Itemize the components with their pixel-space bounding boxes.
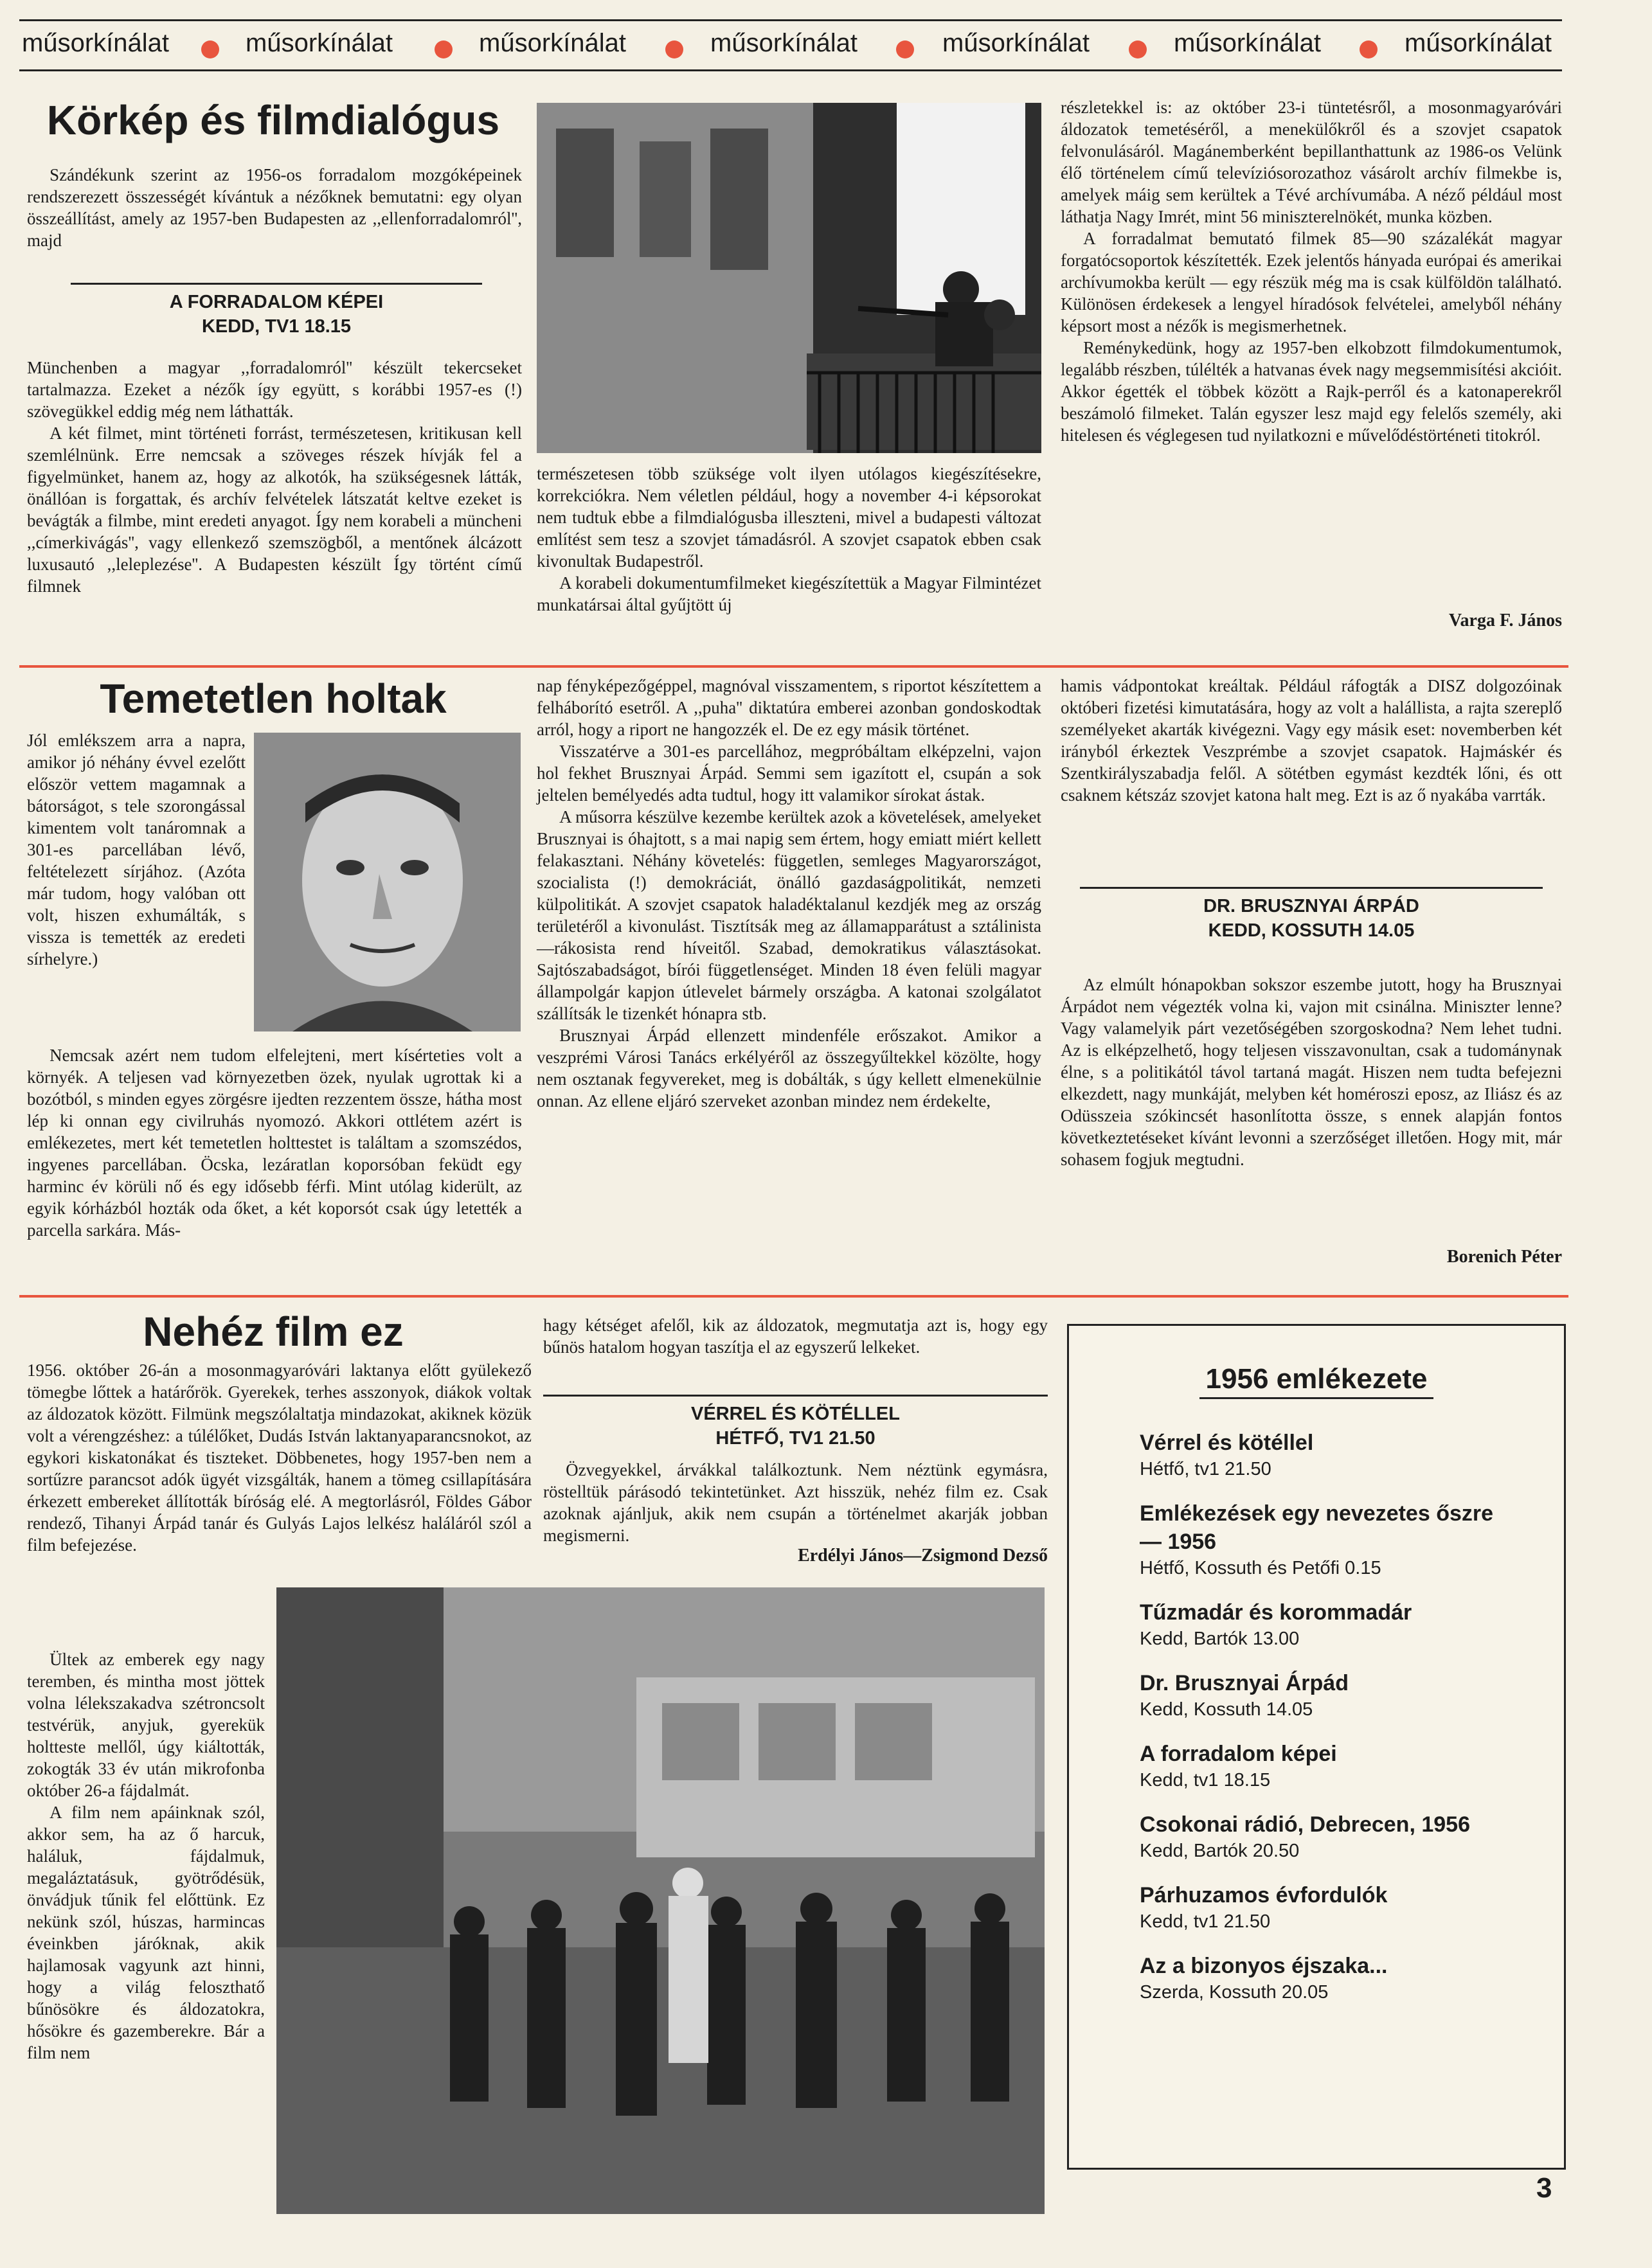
bullet-dot-icon — [896, 40, 914, 58]
article-column — [1061, 675, 1562, 806]
article-title: Temetetlen holtak — [100, 675, 447, 722]
article-column — [543, 1314, 1048, 1358]
box-title: 1956 emlékezete — [1199, 1363, 1434, 1399]
program-slot: Szerda, Kossuth 20.05 — [1140, 1982, 1329, 2003]
program-item — [1140, 1669, 1538, 1722]
program-item — [1140, 1810, 1538, 1863]
program-slot: Kedd, Bartók 20.50 — [1140, 1841, 1300, 1861]
program-title: Az a bizonyos éjszaka... — [1140, 1954, 1388, 1978]
program-slot: Kedd, Bartók 13.00 — [1140, 1629, 1300, 1649]
program-list-box — [1067, 1324, 1566, 2170]
program-title: Tűzmadár és korommadár — [1140, 1600, 1412, 1625]
article-column — [537, 675, 1041, 1112]
paragraph: A korabeli dokumentumfilmeket kiegészítettük a Magyar Filmintézet munkatársai által gyűjtött új — [537, 573, 1041, 614]
article-column — [543, 1459, 1048, 1546]
article-title: Nehéz film ez — [143, 1308, 404, 1355]
program-title: Csokonai rádió, Debrecen, 1956 — [1140, 1812, 1470, 1837]
portrait-photo — [254, 733, 521, 1031]
paragraph: A film nem apáinknak szól, akkor sem, ha az ő harcuk, haláluk, fájdalmuk, megaláztatásuk, gyötrődésük, önvádjuk tűnik fel előttünk. Ez nekünk szól, húszas, harmincas éveinkben járóknak, akik hajlamosak vagyunk azt hinni, hogy a világ feloszthatő bűnösökre és áldozatokra, hősökre és gazemberekre. Bár a film nem — [27, 1803, 265, 2062]
header-label: műsorkínálat — [246, 29, 393, 57]
header-label: műsorkínálat — [942, 29, 1090, 57]
article-column — [537, 463, 1041, 616]
program-list — [1140, 1429, 1538, 2022]
paragraph: Reménykedünk, hogy az 1957-ben elkobzott filmdokumentumok, legalább részben, túlélték a hatvanas évek nagy megsemmisítési akcióit. Akkor égették el többek között a Rajk-perről és a katonaperekről beszámoló filmeket. Talán egyszer lesz majd egy felelős személy, aki hitelesen és véglegesen tud nyilatkozni e művelődéstörténeti titokról. — [1061, 338, 1562, 445]
paragraph: 1956. október 26-án a mosonmagyaróvári laktanya előtt gyülekező tömegbe lőttek a határőrök. Gyerekek, terhes asszonyok, diákok voltak az áldozatok között. Filmünk megszólaltatja mindazokat, akiknek közük volt a vérengzéshez: a túlélőket, Dudás István laktanyaparancsnokot, az egykori kiskatonákat és tiszteket. Döbbenetes, hogy 1957-ben nem a sortűzre parancsot adók ügyét vizsgálták, hanem a tömeg csillapítására érkezett embereket állították bíróság elé. A megtorlásról, Földes Gábor rendező, Tihanyi Árpád tanár és Gulyás Lajos lelkész haláláról szól a film befejezése. — [27, 1361, 532, 1555]
header-label: műsorkínálat — [1174, 29, 1321, 57]
program-box — [543, 1395, 1048, 1451]
bullet-dot-icon — [1129, 40, 1147, 58]
program-box — [1080, 887, 1543, 943]
program-title: A forradalom képei — [1140, 1742, 1337, 1766]
paragraph: Az elmúlt hónapokban sokszor eszembe jutott, hogy ha Brusznyai Árpádot nem végezték volna ki, vajon mit csinálna. Miniszter lenne? Vagy valamelyik párt vezetőségében szorgoskodna? Nem lehet tudni. Az is elképzelhető, hogy teljesen visszavonultan, csak a tudománynak élne, s a politikától távol tartaná magát. Hiszen nem tudta befejezni elkezdett, nagy munkáját, melyben két homéroszi eposz, az Iliász és az Odüsszeia szókincsét hasonlította össze, s ennek alapján fontos következtetéseket kívánt levonni a szerzőséget illetően. Hogy mit, már sohasem fogjuk megtudni. — [1061, 975, 1562, 1169]
paragraph: Szándékunk szerint az 1956-os forradalom mozgóképeinek rendszerezett összességét kívántuk a nézőknek bemutatni: egy olyan összeállítást, amely az 1957-ben Budapesten az ,,ellenforradalomról'', majd — [27, 165, 522, 250]
program-item — [1140, 1598, 1538, 1651]
program-slot: KEDD, TV1 18.15 — [201, 316, 352, 337]
program-slot: Hétfő, tv1 21.50 — [1140, 1459, 1271, 1479]
paragraph: Nemcsak azért nem tudom elfelejteni, mert kísérteties volt a környék. A teljesen vad környezetben özek, nyulak ugrottak ki a bozótból, s minden egyes zörgésre ijedten rezzentem össze, hátha most lép ki onnan egy civilruhás nyomozó. Akkori ottlétem azért is emlékezetes, mert két temetetlen holttestet is találtam a szomszédos, ingyenes parcellában. Öcska, lezáratlan koporsóban feküdt egy harminc év körüli nő és egy idősebb férfi. Mint utólag kiderült, az egyik kórházból hozták oda őket, a két koporsót csak úgy letették a parcella sarkára. Más- — [27, 1046, 522, 1240]
program-title: Párhuzamos évfordulók — [1140, 1883, 1388, 1907]
paragraph: Brusznyai Árpád ellenzett mindenféle erőszakot. Amikor a veszprémi Városi Tanács erkélyéről az összegyűltekkel közölte, hogy nem osztanak fegyvereket, meg is dobálták, s úgy kellett elmenekülnie onnan. Az ellene eljáró szerveket azonban mindez nem érdekelte, — [537, 1026, 1041, 1111]
program-item — [1140, 1881, 1538, 1934]
byline: Varga F. János — [1448, 611, 1562, 630]
program-item — [1140, 1740, 1538, 1792]
header-label: műsorkínálat — [479, 29, 626, 57]
header-bar — [19, 19, 1562, 71]
bullet-dot-icon — [665, 40, 683, 58]
article-column — [27, 729, 246, 970]
program-title: VÉRREL ÉS KÖTÉLLEL — [691, 1404, 900, 1424]
article-title: Körkép és filmdialógus — [46, 97, 500, 143]
program-item — [1140, 1429, 1538, 1481]
program-slot: HÉTFŐ, TV1 21.50 — [715, 1428, 875, 1449]
article-intro — [27, 164, 522, 251]
bullet-dot-icon — [435, 40, 453, 58]
bullet-dot-icon — [201, 40, 219, 58]
program-slot: KEDD, KOSSUTH 14.05 — [1208, 920, 1415, 941]
paragraph: A műsorra készülve kezembe kerültek azok a követelések, amelyeket Brusznyai is óhajtott, s a mai napig sem értem, hogy emiatt miért kellett felakasztani. Néhány követelés: független, semleges Magyarországot, szocialista (!) demokráciát, önálló gazdaságpolitikát, nemzeti külpolitikát. A szovjet csapatok haladéktalanul kezdjék meg az ország területéről a kivonulást. Tisztítsák meg az államapparátust a sztálinista—rákosista rend híveitől. Szabad, demokratikus választásokat. Sajtószabadságot, bírói függetlenséget. Minden 18 éven felüli magyar állampolgár kapjon útlevelet bármely országba. A katonai szolgálatot szállítsák le tizenkét hónapra stb. — [537, 807, 1041, 1023]
article-column — [27, 1359, 532, 1556]
paragraph: részletekkel is: az október 23-i tüntetésről, a mosonmagyaróvári áldozatok temetéséről, a menekülőkről és a szovjet csapatok felvonulásáról. Magánemberként bepillanthattunk az 1986-os Velünk élő történelem című televíziósorozathoz vásárolt archív filmekbe is, amelyek máig sem kerültek a Tévé archívumába. A néző például most láthatja Nagy Imrét, mint 56 miniszterelnökét, munka közben. — [1061, 98, 1562, 226]
photo-funeral-procession — [276, 1587, 1045, 2214]
paragraph: A forradalmat bemutató filmek 85—90 százalékát magyar forgatócsoportok készítették. Ezek jelentős hányada európai és amerikai archívumokba került — egy részük még ma is csak külföldön található. Különösen érdekesek a lengyel híradósok felvételei, amelyből néhány képsort most a nézők is megismerhetnek. — [1061, 229, 1562, 335]
header-label: műsorkínálat — [22, 29, 169, 57]
page-number: 3 — [1536, 2172, 1552, 2204]
section-divider — [19, 665, 1568, 668]
header-label: műsorkínálat — [1405, 29, 1552, 57]
article-column — [1061, 96, 1562, 446]
byline: Erdélyi János—Zsigmond Dezső — [798, 1546, 1048, 1566]
header-label: műsorkínálat — [710, 29, 857, 57]
program-title: Emlékezések egy nevezetes őszre — 1956 — [1140, 1501, 1494, 1554]
article-column — [27, 1648, 265, 2208]
program-box — [71, 283, 482, 339]
program-slot: Kedd, tv1 18.15 — [1140, 1770, 1271, 1790]
program-title: DR. BRUSZNYAI ÁRPÁD — [1203, 896, 1419, 916]
paragraph: Münchenben a magyar ,,forradalomról'' készült tekercseket tartalmazza. Ezeket a nézők így együtt, s korábbi 1957-es (!) szövegükkel eddig még nem láthatták. — [27, 358, 522, 421]
paragraph: Özvegyekkel, árvákkal találkoztunk. Nem néztünk egymásra, röstelltük párásodó tekintetünket. Azt hisszük, nehéz film ez. Csak azoknak ajánljuk, akik nem csupán a történelmet akarják jobban megismerni. — [543, 1460, 1048, 1545]
article-column — [27, 357, 522, 646]
paragraph: Visszatérve a 301-es parcellához, megpróbáltam elképzelni, vajon hol fekhet Brusznyai Árpád. Semmi sem igazított el, csupán a sok jeltelen bemélyedés adta tudtul, hogy itt valamikor sírokat ástak. — [537, 742, 1041, 805]
program-slot: Kedd, tv1 21.50 — [1140, 1911, 1271, 1932]
program-item — [1140, 1952, 1538, 2005]
program-title: A FORRADALOM KÉPEI — [169, 292, 384, 312]
section-divider — [19, 1295, 1568, 1298]
program-title: Dr. Brusznyai Árpád — [1140, 1671, 1349, 1695]
paragraph: hagy kétséget afelől, kik az áldozatok, megmutatja azt is, hogy egy bűnös hatalom hogyan taszítja el az egyszerű lelkeket. — [543, 1316, 1048, 1357]
byline: Borenich Péter — [1446, 1247, 1562, 1267]
program-slot: Hétfő, Kossuth és Petőfi 0.15 — [1140, 1558, 1381, 1578]
paragraph: nap fényképezőgéppel, magnóval visszamentem, s riportot készítettem a felháborító esetről. A ,,puha'' diktatúra emberei azonban gondoskodtak arról, hogy a riport ne hangozzék el. De ez egy másik történet. — [537, 676, 1041, 739]
article-column — [1061, 974, 1562, 1170]
paragraph: A két filmet, mint történeti forrást, természetesen, kritikusan kell szemlélnünk. Erre nemcsak a szöveges részek hívják fel a figyelmünket, hanem az, hogy az alkotók, ha szükségesnek látták, önállóan is forgattak, és archív felvételek látszatát keltve ezeket is bevágták a filmbe, mint eredeti anyagot. Így nem korabeli a müncheni ,,címerkivágás'', vagy ellenkező szemszögből, a mentőnek álcázott luxusautó ,,leleplezése''. A Budapesten készült Így történt című filmnek — [27, 424, 522, 596]
paragraph: hamis vádpontokat kreáltak. Például ráfogták a DISZ dolgozóinak októberi fizetési kimutatására, hogy az volt a halállista, a rajta szereplő személyeket akarták kivégezni. Vagy egy másik eset: novemberben két irányból érkeztek Veszprémbe a szovjet csapatok. Hajmáskér és Szentkirályszabadja felől. A sötétben egymást kezdték lőni, és ott csaknem kétszáz szovjet katona halt meg. Ezt is az ő nyakába varrták. — [1061, 676, 1562, 805]
program-slot: Kedd, Kossuth 14.05 — [1140, 1699, 1313, 1720]
program-title: Vérrel és kötéllel — [1140, 1431, 1314, 1455]
photo-balcony-gunmen — [537, 103, 1041, 453]
bullet-dot-icon — [1360, 40, 1378, 58]
paragraph: Jól emlékszem arra a napra, amikor jó néhány évvel ezelőtt először vettem magamnak a bátorságot, s tele szorongással kimentem volt tanáromnak a 301-es parcellában lévő, feltételezett sírjához. (Azóta már tudom, hogy valóban ott volt, hiszen exhumálták, s vissza is temették az eredeti sírhelyre.) — [27, 731, 246, 969]
program-item — [1140, 1499, 1538, 1580]
paragraph: természetesen több szüksége volt ilyen utólagos kiegészítésekre, korrekciókra. Nem véletlen például, hogy a november 4-i képsorokat nem tudtuk ebbe a filmdialógusba illeszteni, mivel a budapesti változat említést sem tesz a szovjet támadásról. A szovjet csapatok ebben csak kivonultak Budapestről. — [537, 464, 1041, 571]
article-column — [27, 1044, 522, 1241]
paragraph: Ültek az emberek egy nagy teremben, és mintha most jöttek volna lélekszakadva szétroncsolt testvérük, anyjuk, gyerekük holtteste mellől, úgy kiáltották, zokogták 33 év után mikrofonba október 26-a fájdalmát. — [27, 1650, 265, 1800]
